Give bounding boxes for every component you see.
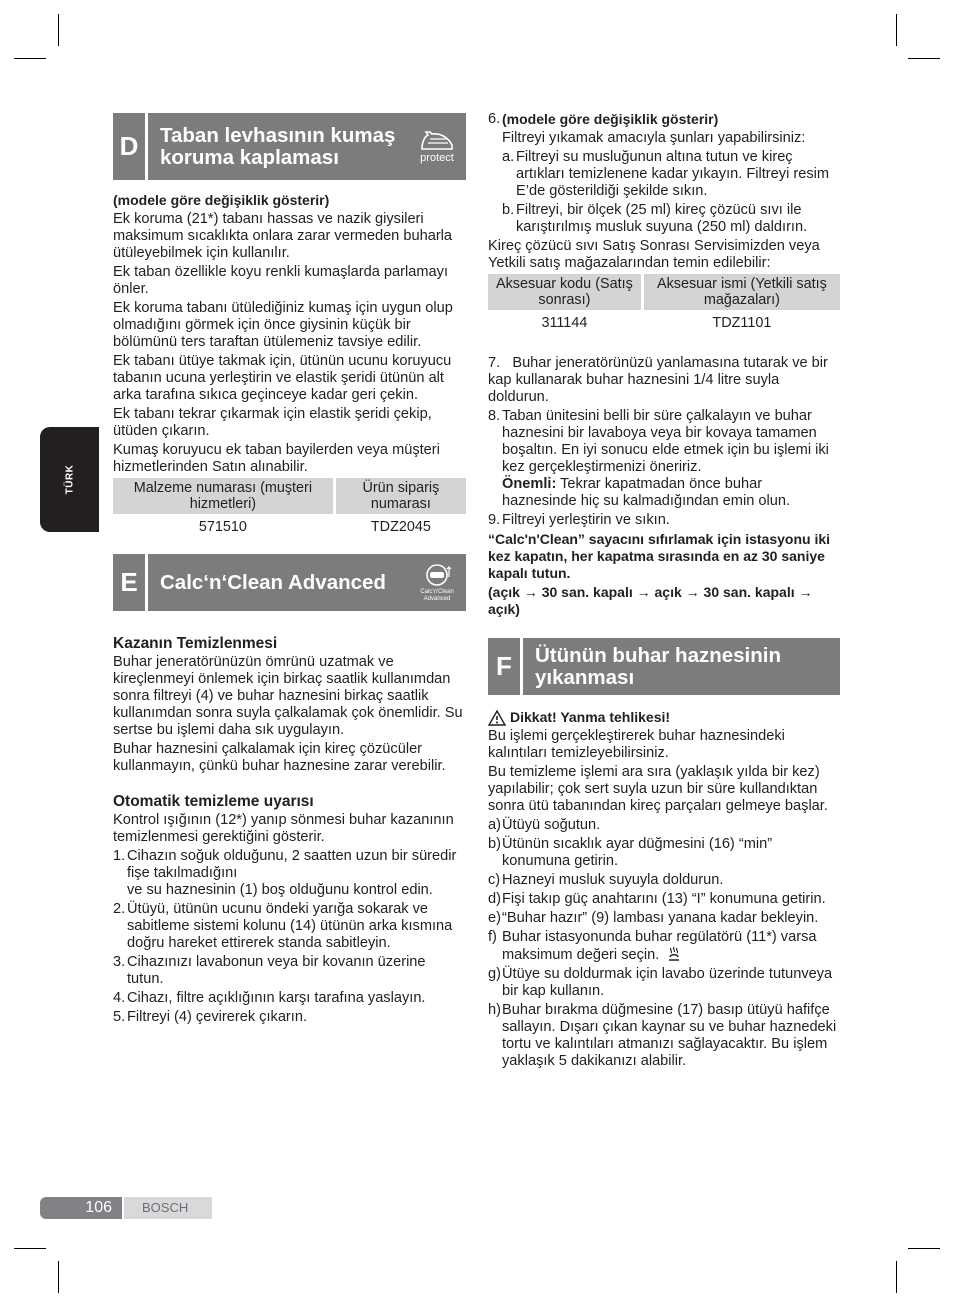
section-d-para: Ek tabanı ütüye takmak için, ütünün ucunu koruyucu tabanın ucuna yerleştirin ve elastik şeridi ütünün alt arka tarafına sıkıca geçinceye kadar geri çekin.: [113, 353, 452, 403]
section-d-para: Ek tabanı tekrar çıkarmak için elastik şeridi çekip, ütüden çıkarın.: [113, 406, 432, 439]
list-item: c) Hazneyi musluk suyuyla doldurun.: [488, 872, 724, 888]
left-column: [113, 113, 466, 1028]
table-cell: TDZ1101: [712, 315, 772, 331]
list-item: 8. Taban ünitesini belli bir süre çalkalayın ve buhar haznesini bir lavaboya veya bir kovaya tamamen boşaltın. En iyi sonucu elde etmek için bu işlemi iki kez gerçekleştirmenizi öneririz. Önemli: Tekrar kapatmadan önce buhar haznesinde hiç su kalmadığından emin olun.: [488, 408, 829, 509]
section-d-note: (modele göre değişiklik gösterir): [113, 192, 330, 208]
section-e-subheading: Kazanın Temizlenmesi: [113, 635, 278, 652]
section-d-para: Ek koruma tabanı ütülediğiniz kumaş için uygun olup olmadığını görmek için önce giysinin küçük bir bölümünü ters taraftan ütülemeniz tavsiye edilir.: [113, 300, 453, 350]
crop-mark: [14, 58, 46, 59]
page-footer: [40, 1197, 212, 1219]
page-number: 106: [40, 1197, 122, 1219]
list-item: 4. Cihazı, filtre açıklığının karşı tarafına yaslayın.: [113, 990, 426, 1006]
list-item: h) Buhar bırakma düğmesine (17) basıp ütüyü hafifçe sallayın. Dışarı çıkan kaynar su ve buhar haznedeki tortu ve kalıntıları atmanızı sağlayacaktır. Bu işlem yaklaşık 5 dakikanızı alabilir.: [488, 1002, 837, 1069]
section-e-header: [113, 554, 466, 611]
section-d-para: Kumaş koruyucu ek taban bayilerden veya müşteri hizmetlerinden Satın alınabilir.: [113, 442, 440, 475]
section-e-para: Buhar jeneratörünüzün ömrünü uzatmak ve kireçlenmeyi önlemek için birkaç saatlik kullanımdan sonra filtreyi (4) ve buhar haznesini birkaç saatlik kullanımdan sonra suyla çalkalamak çok önemlidir. Su sertse bu işlemi daha sık uygulayın.: [113, 654, 463, 738]
table-header: Ürün sipariş numarası: [336, 478, 466, 514]
section-f-header: [488, 638, 840, 695]
reset-instructions: “Calc'n'Clean” sayacını sıfırlamak için istasyonu iki kez kapatın, her kapatma sırasında en az 30 saniye kapalı tutun.: [488, 531, 831, 581]
table-cell: TDZ2045: [370, 519, 431, 535]
brand-label: BOSCH: [122, 1197, 212, 1219]
section-d-para: Ek taban özellikle koyu renkli kumaşlarda parlamayı önler.: [113, 264, 449, 297]
section-f-title: Ütünün buhar haznesinin yıkanması: [535, 643, 781, 689]
table-cell: 311144: [541, 315, 588, 331]
language-label: TÜRK: [64, 464, 75, 495]
section-d-letter: D: [113, 113, 148, 180]
step-text: 7. Buhar jeneratörünüzü yanlamasına tutarak ve bir kap kullanarak buhar haznesini 1/4 litre suyla doldurun.: [488, 355, 832, 405]
section-e-title: Calc‘n‘Clean Advanced: [160, 570, 386, 594]
crop-mark: [908, 1248, 940, 1249]
list-item: d) Fişi takıp güç anahtarını (13) “I” konumuna getirin.: [488, 891, 826, 907]
section-d-title: Taban levhasının kumaş koruma kaplaması: [160, 123, 396, 169]
list-item: b) Ütünün sıcaklık ayar düğmesini (16) “min” konumuna getirin.: [488, 836, 773, 869]
table-header: Aksesuar kodu (Satış sonrası): [488, 274, 641, 310]
list-item: a. Filtreyi su musluğunun altına tutun ve kireç artıkları temizlenene kadar yıkayın. Filtreyi resim E’de gösterildiği şekilde sıkın.: [502, 149, 830, 199]
crop-mark: [908, 58, 940, 59]
language-side-tab: [40, 427, 99, 532]
calc-n-clean-label: Calc'n'Clean Advanced: [420, 588, 454, 602]
list-item: 2. Ütüyü, ütünün ucunu öndeki yarığa sokarak ve sabitleme sistemi kolunu (14) ütünün arka kısmına doğru hareket ettirerek standa sabitleyin.: [113, 901, 453, 951]
right-column: [488, 111, 840, 1072]
list-item: 6. (modele göre değişiklik gösterir): [488, 111, 719, 127]
section-d-table: [110, 478, 469, 539]
crop-mark: [896, 14, 897, 46]
step-text: Filtreyi yıkamak amacıyla şunları yapabilirsiniz:: [502, 130, 806, 146]
list-item: 1. Cihazın soğuk olduğunu, 2 saatten uzun bir süredir fişe takılmadığını ve su haznesinin (1) boş olduğunu kontrol edin.: [113, 848, 457, 898]
warning-text: Dikkat! Yanma tehlikesi!: [510, 709, 671, 725]
section-f-para: Bu işlemi gerçekleştirerek buhar haznesindeki kalıntıları temizleyebilirsiniz.: [488, 728, 785, 761]
supply-text: Kireç çözücü sıvı Satış Sonrası Servisimizden veya Yetkili satış mağazalarından temin edilebilir:: [488, 238, 820, 271]
crop-mark: [58, 1261, 59, 1293]
list-item: a) Ütüyü soğutun.: [488, 817, 601, 833]
section-f-letter: F: [488, 638, 523, 695]
section-d-para: Ek koruma (21*) tabanı hassas ve nazik giysileri maksimum sıcaklıkta onlara zarar vermeden buharla ütüleyebilmek için kullanılır.: [113, 211, 453, 261]
section-f-para: Bu temizleme işlemi ara sıra (yaklaşık yılda bir kez) yapılabilir; çok sert suyla uzun bir süre kullandıktan sonra ütü tabanından kireç parçaları gelmeye başlar.: [488, 764, 828, 814]
crop-mark: [896, 1261, 897, 1293]
protect-label: protect: [420, 152, 454, 164]
list-item: f) Buhar istasyonunda buhar regülatörü (11*) varsa maksimum değeri seçin.: [488, 929, 817, 963]
accessory-table: [485, 274, 843, 335]
calc-n-clean-icon: [412, 563, 462, 603]
list-item: 3. Cihazınızı lavabonun veya bir kovanın üzerine tutun.: [113, 954, 426, 987]
list-item: b. Filtreyi, bir ölçek (25 ml) kireç çözücü sıvı ile karıştırılmış musluk suyuna (250 ml) daldırın.: [502, 202, 808, 235]
warning-line: [488, 709, 840, 726]
table-header: Malzeme numarası (muşteri hizmetleri): [113, 478, 333, 514]
list-item: 9. Filtreyi yerleştirin ve sıkın.: [488, 512, 670, 528]
list-item: e) “Buhar hazır” (9) lambası yanana kadar bekleyin.: [488, 910, 819, 926]
warning-icon: [488, 710, 506, 726]
crop-mark: [58, 14, 59, 46]
section-e-subheading: Otomatik temizleme uyarısı: [113, 793, 314, 810]
section-e-para: Buhar haznesini çalkalamak için kireç çözücüler kullanmayın, çünkü buhar haznesine zarar verebilir.: [113, 741, 446, 774]
steam-icon: [666, 946, 682, 962]
section-e-letter: E: [113, 554, 148, 611]
protect-icon: [412, 127, 462, 167]
section-e-para: Kontrol ışığının (12*) yanıp sönmesi buhar kazanının temizlenmesi gerektiğini gösterir.: [113, 812, 454, 845]
reset-sequence: (açık → 30 san. kapalı → açık → 30 san. kapalı → açık): [488, 584, 813, 617]
section-d-header: [113, 113, 466, 180]
table-cell: 571510: [198, 519, 247, 535]
table-header: Aksesuar ismi (Yetkili satış mağazaları): [644, 274, 840, 310]
list-item: g) Ütüye su doldurmak için lavabo üzerinde tutunveya bir kap kullanın.: [488, 966, 833, 999]
crop-mark: [14, 1248, 46, 1249]
list-item: 5. Filtreyi (4) çevirerek çıkarın.: [113, 1009, 308, 1025]
